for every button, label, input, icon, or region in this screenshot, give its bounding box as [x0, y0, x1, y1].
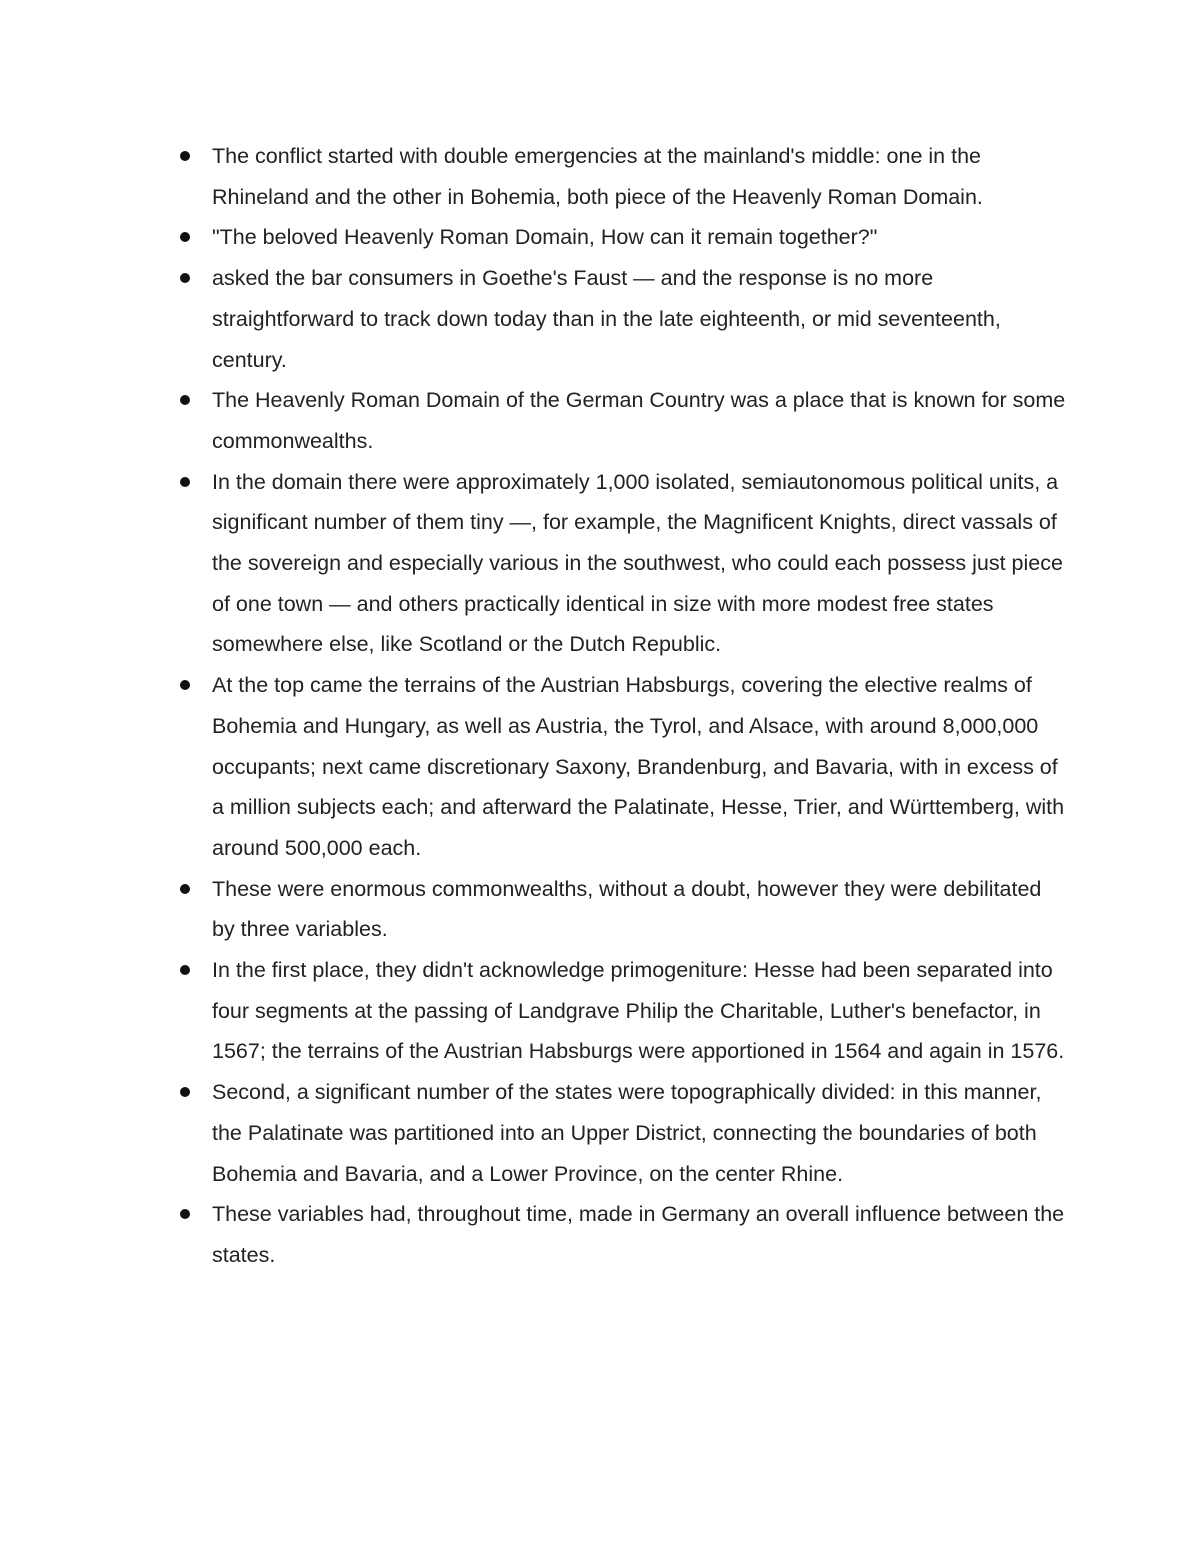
list-item — [170, 1072, 1070, 1194]
bullet-text: The conflict started with double emergencies at the mainland's middle: one in the Rhineland and the other in Bohemia, both piece of the Heavenly Roman Domain. — [212, 144, 983, 209]
bullet-icon — [180, 477, 190, 487]
bullet-text: At the top came the terrains of the Austrian Habsburgs, covering the elective realms of Bohemia and Hungary, as well as Austria, the Tyrol, and Alsace, with around 8,000,000 occupants; next came discretionary Saxony, Brandenburg, and Bavaria, with in excess of a million subjects each; and afterward the Palatinate, Hesse, Trier, and Württemberg, with around 500,000 each. — [212, 673, 1065, 860]
bullet-icon — [180, 232, 190, 242]
bullet-text: "The beloved Heavenly Roman Domain, How can it remain together?" — [212, 225, 878, 250]
list-item — [170, 136, 1070, 217]
list-item — [170, 217, 1070, 258]
list-item — [170, 462, 1070, 666]
bullet-text: These variables had, throughout time, made in Germany an overall influence between the states. — [212, 1202, 1065, 1267]
bullet-text: In the domain there were approximately 1,000 isolated, semiautonomous political units, a significant number of them tiny —, for example, the Magnificent Knights, direct vassals of the sovereign and especially various in the southwest, who could each possess just piece of one town — and others practically identical in size with more modest free states somewhere else, like Scotland or the Dutch Republic. — [212, 469, 1063, 657]
bullet-icon — [180, 1209, 190, 1219]
bullet-text: These were enormous commonwealths, without a doubt, however they were debilitated by three variables. — [212, 876, 1042, 942]
bullet-icon — [180, 1087, 190, 1097]
bullet-icon — [180, 884, 190, 894]
list-item — [170, 665, 1070, 869]
list-item — [170, 1194, 1070, 1275]
list-item — [170, 258, 1070, 380]
list-item — [170, 380, 1070, 461]
bullet-text: In the first place, they didn't acknowledge primogeniture: Hesse had been separated into four segments at the passing of Landgrave Philip the Charitable, Luther's benefactor, in 1567; the terrains of the Austrian Habsburgs were apportioned in 1564 and again in 1576. — [212, 958, 1065, 1064]
bullet-text: asked the bar consumers in Goethe's Faust — and the response is no more straightforward to track down today than in the late eighteenth, or mid seventeenth, century. — [212, 266, 1001, 372]
bullet-icon — [180, 680, 190, 690]
bullet-list — [170, 136, 1070, 1276]
bullet-icon — [180, 395, 190, 405]
bullet-icon — [180, 151, 190, 161]
bullet-text: The Heavenly Roman Domain of the German Country was a place that is known for some commonwealths. — [212, 388, 1066, 453]
bullet-icon — [180, 965, 190, 975]
bullet-icon — [180, 273, 190, 283]
list-item — [170, 950, 1070, 1072]
list-item — [170, 869, 1070, 950]
bullet-text: Second, a significant number of the states were topographically divided: in this manner, the Palatinate was partitioned into an Upper District, connecting the boundaries of both Bohemia and Bavaria, and a Lower Province, on the center Rhine. — [212, 1080, 1042, 1186]
